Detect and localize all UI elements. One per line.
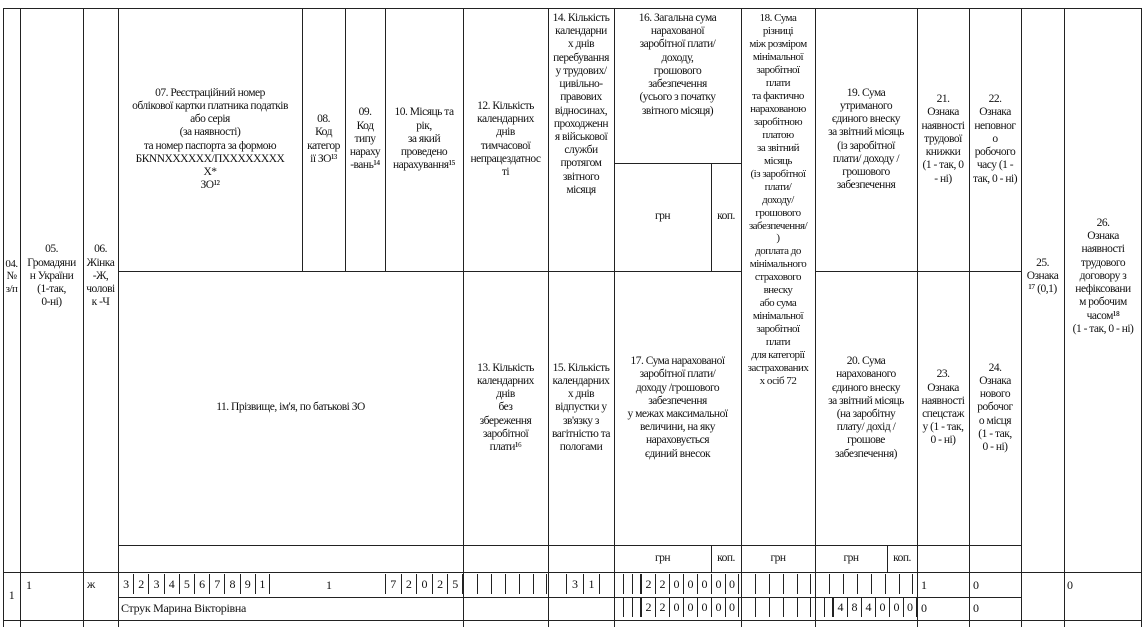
- header-19-esv-withheld: 19. Сума утриманого єдиного внеску за звітний місяць (із заробітної плати/ доходу / грошового забезпечення: [828, 86, 904, 192]
- grid-line-vertical: [20, 8, 21, 627]
- empty-digit: [741, 574, 755, 594]
- unit-grn-19-20: грн: [843, 551, 859, 564]
- tax-id-digit: 2: [133, 574, 148, 594]
- empty-digit: [815, 597, 824, 617]
- grid-line-vertical: [887, 545, 888, 572]
- empty-digit: [769, 574, 783, 594]
- header-07-tax-id: 07. Реєстраційний номер облікової картки платника податків або серія (за наявності) та номер паспорта за формою БКNNXXXXXX/ПXXXXXXXX X* ЗО¹²: [132, 86, 288, 192]
- grid-line-horizontal: [118, 271, 741, 272]
- esv-charged-digit: 0: [889, 597, 903, 617]
- tax-id-digit: 3: [118, 574, 133, 594]
- unit-kop-17: коп.: [717, 551, 735, 564]
- empty-digit: [477, 574, 491, 594]
- tax-id-digit: 9: [240, 574, 255, 594]
- header-09-accrual-type: 09. Код типу нараху -вань¹⁴: [349, 106, 381, 172]
- header-13-unpaid-days: 13. Кількість календарних днів без збереження заробітної плати¹⁶: [477, 361, 534, 454]
- salary-within-max-digit: 0: [725, 597, 739, 617]
- grid-line-vertical: [385, 8, 386, 271]
- tax-id-digit: 6: [194, 574, 209, 594]
- unit-grn-17: грн: [654, 551, 671, 564]
- empty-digit: [797, 597, 811, 617]
- salary-within-max-digit: 0: [711, 597, 725, 617]
- empty-digit: [783, 574, 797, 594]
- row-number: 1: [8, 588, 15, 603]
- header-04-row-number: 04. № з/п: [5, 257, 18, 295]
- empty-digit: [899, 574, 913, 594]
- header-20-esv-charged: 20. Сума нарахованого єдиного внеску за звітний місяць (на заробітну плату/ дохід / грошове забезпечення): [828, 355, 904, 460]
- grid-line-vertical: [614, 8, 615, 627]
- empty-digit: [815, 574, 829, 594]
- empty-digit: [632, 574, 641, 594]
- header-05-citizenship: 05. Громадяни н України (1-так, 0-ні): [27, 243, 76, 309]
- grid-line-vertical: [3, 8, 4, 627]
- grid-line-vertical: [711, 163, 712, 271]
- tax-id-digit: 1: [255, 574, 270, 594]
- grid-line-vertical: [118, 8, 119, 627]
- empty-digit: [824, 597, 833, 617]
- header-08-category-code: 08. Код категор ії ЗО¹³: [307, 113, 340, 165]
- empty-digit: [519, 574, 533, 594]
- empty-digit: [623, 574, 632, 594]
- header-11-full-name: 11. Прізвище, ім'я, по батькові ЗО: [216, 401, 365, 414]
- grid-line-horizontal: [614, 163, 741, 164]
- tax-id-digit: 8: [224, 574, 239, 594]
- esv-charged-digit: 0: [875, 597, 889, 617]
- header-10-period: 10. Місяць та рік, за який проведено нарахування¹⁵: [392, 106, 456, 172]
- tax-id-digit: 7: [209, 574, 224, 594]
- total-salary-digit: 2: [641, 574, 655, 594]
- total-salary-digit: 2: [655, 574, 669, 594]
- grid-line-vertical: [1064, 8, 1065, 627]
- grid-line-vertical: [1021, 8, 1022, 627]
- col04-value: 1: [26, 578, 32, 592]
- category-code-value: 1: [326, 578, 332, 592]
- period-digit: 2: [432, 574, 448, 594]
- grid-line-horizontal: [3, 620, 1142, 621]
- header-18-min-wage-difference: 18. Сума різниці між розміром мінімальної заробітної плати та фактично нарахованою заробітною платою за звітний місяць (із заробітної плати/ доходу/ грошового забезпечення/ ) доплата до мінімального страхового внеску або сума мінімальної заробітної плати для категорії застрахованих х осіб 72: [747, 12, 809, 388]
- period-digit: 2: [401, 574, 417, 594]
- header-06-gender: 06. Жінка -Ж, чолові к -Ч: [86, 243, 115, 309]
- grid-line-vertical: [815, 8, 816, 627]
- non-fixed-contract-flag-value: 0: [1067, 578, 1073, 592]
- header-22-part-time: 22. Ознака неповног о робочого часу (1 - так, 0 - ні): [972, 93, 1018, 185]
- empty-digit: [829, 574, 843, 594]
- grid-line-vertical: [302, 8, 303, 271]
- grid-line-horizontal: [3, 8, 1142, 9]
- empty-digit: [491, 574, 505, 594]
- total-salary-digit: 0: [697, 574, 711, 594]
- unit-grn-16: грн: [654, 210, 671, 223]
- empty-digit: [885, 574, 899, 594]
- grid-line-vertical: [548, 8, 549, 627]
- empty-digit: [623, 597, 632, 617]
- workbook-flag-value: 1: [921, 578, 927, 592]
- part-time-flag-value: 0: [973, 578, 979, 592]
- grid-line-horizontal: [118, 597, 1021, 598]
- period-digit: 5: [447, 574, 463, 594]
- grid-line-vertical: [969, 8, 970, 627]
- gender-value: ж: [87, 577, 96, 591]
- salary-within-max-digit: 0: [697, 597, 711, 617]
- tax-id-digit: 3: [148, 574, 163, 594]
- esv-charged-digit: 4: [833, 597, 847, 617]
- grid-line-vertical: [83, 8, 84, 627]
- empty-digit: [797, 574, 811, 594]
- total-salary-digit: 0: [725, 574, 739, 594]
- header-24-new-workplace: 24. Ознака нового робочог о місця (1 - так, 0 - ні): [977, 361, 1013, 454]
- header-12-sick-days: 12. Кількість календарних днів тимчасової непрацездатнос ті: [470, 99, 541, 178]
- unit-kop-16: коп.: [717, 210, 735, 223]
- employment-days-digit: 1: [583, 574, 600, 594]
- empty-digit: [769, 597, 783, 617]
- header-16-total-salary: 16. Загальна сума нарахованої заробітної плати/ доходу, грошового забезпечення (усього з початку звітного місяця): [638, 12, 717, 117]
- header-15-maternity-days: 15. Кількість календарних х днів відпустки у зв'язку з вагітністю та пологами: [551, 361, 611, 454]
- header-17-salary-within-max: 17. Сума нарахованої заробітної плати/ доходу /грошового забезпечення у межах максимальної величини, на яку нараховується єдиний внесок: [627, 355, 728, 460]
- empty-digit: [857, 574, 871, 594]
- period-digit: 7: [385, 574, 401, 594]
- total-salary-digit: 0: [711, 574, 725, 594]
- new-workplace-flag-value: 0: [973, 601, 979, 615]
- empty-digit: [463, 574, 477, 594]
- grid-line-vertical: [711, 545, 712, 572]
- empty-digit: [533, 574, 547, 594]
- unit-kop-19-20: коп.: [893, 551, 911, 564]
- salary-within-max-digit: 2: [641, 597, 655, 617]
- period-digit: 0: [416, 574, 432, 594]
- esv-charged-digit: 4: [861, 597, 875, 617]
- grid-line-vertical: [463, 8, 464, 627]
- tax-id-digit: 4: [164, 574, 179, 594]
- empty-digit: [755, 574, 769, 594]
- grid-line-vertical: [741, 8, 742, 627]
- grid-line-horizontal: [3, 572, 1142, 573]
- employment-days-digit: 3: [566, 574, 583, 594]
- tax-id-digit: 5: [179, 574, 194, 594]
- grid-line-horizontal: [815, 271, 1021, 272]
- header-25-flag: 25. Ознака ¹⁷ (0,1): [1026, 256, 1059, 296]
- empty-digit: [614, 574, 623, 594]
- header-21-workbook: 21. Ознака наявності трудової книжки (1 - так, 0 - ні): [921, 93, 965, 185]
- total-salary-digit: 0: [669, 574, 683, 594]
- full-name-value: Струк Марина Вікторівна: [121, 601, 247, 615]
- empty-digit: [741, 597, 755, 617]
- grid-line-horizontal: [118, 545, 1021, 546]
- salary-within-max-digit: 2: [655, 597, 669, 617]
- special-experience-flag-value: 0: [921, 601, 927, 615]
- header-23-special-experience: 23. Ознака наявності спецстаж у (1 - так, 0 - ні): [921, 368, 965, 447]
- salary-within-max-digit: 0: [683, 597, 697, 617]
- unit-grn-18: грн: [770, 551, 786, 564]
- esv-charged-digit: 8: [847, 597, 861, 617]
- esv-charged-digit: 0: [903, 597, 917, 617]
- header-14-employment-days: 14. Кількість календарни х днів перебування у трудових/ цивільно- правових відносинах, проходженн я військової служби протягом звітного місяця: [552, 12, 610, 196]
- empty-digit: [505, 574, 519, 594]
- header-26-non-fixed-contract: 26. Ознака наявності трудового договору з нефіксовани м робочим часом¹⁸ (1 - так, 0 - ні): [1072, 217, 1134, 335]
- empty-digit: [614, 597, 623, 617]
- empty-digit: [843, 574, 857, 594]
- empty-digit: [783, 597, 797, 617]
- grid-line-vertical: [345, 8, 346, 271]
- empty-digit: [871, 574, 885, 594]
- total-salary-digit: 0: [683, 574, 697, 594]
- empty-digit: [755, 597, 769, 617]
- empty-digit: [632, 597, 641, 617]
- grid-line-vertical: [917, 8, 918, 627]
- salary-within-max-digit: 0: [669, 597, 683, 617]
